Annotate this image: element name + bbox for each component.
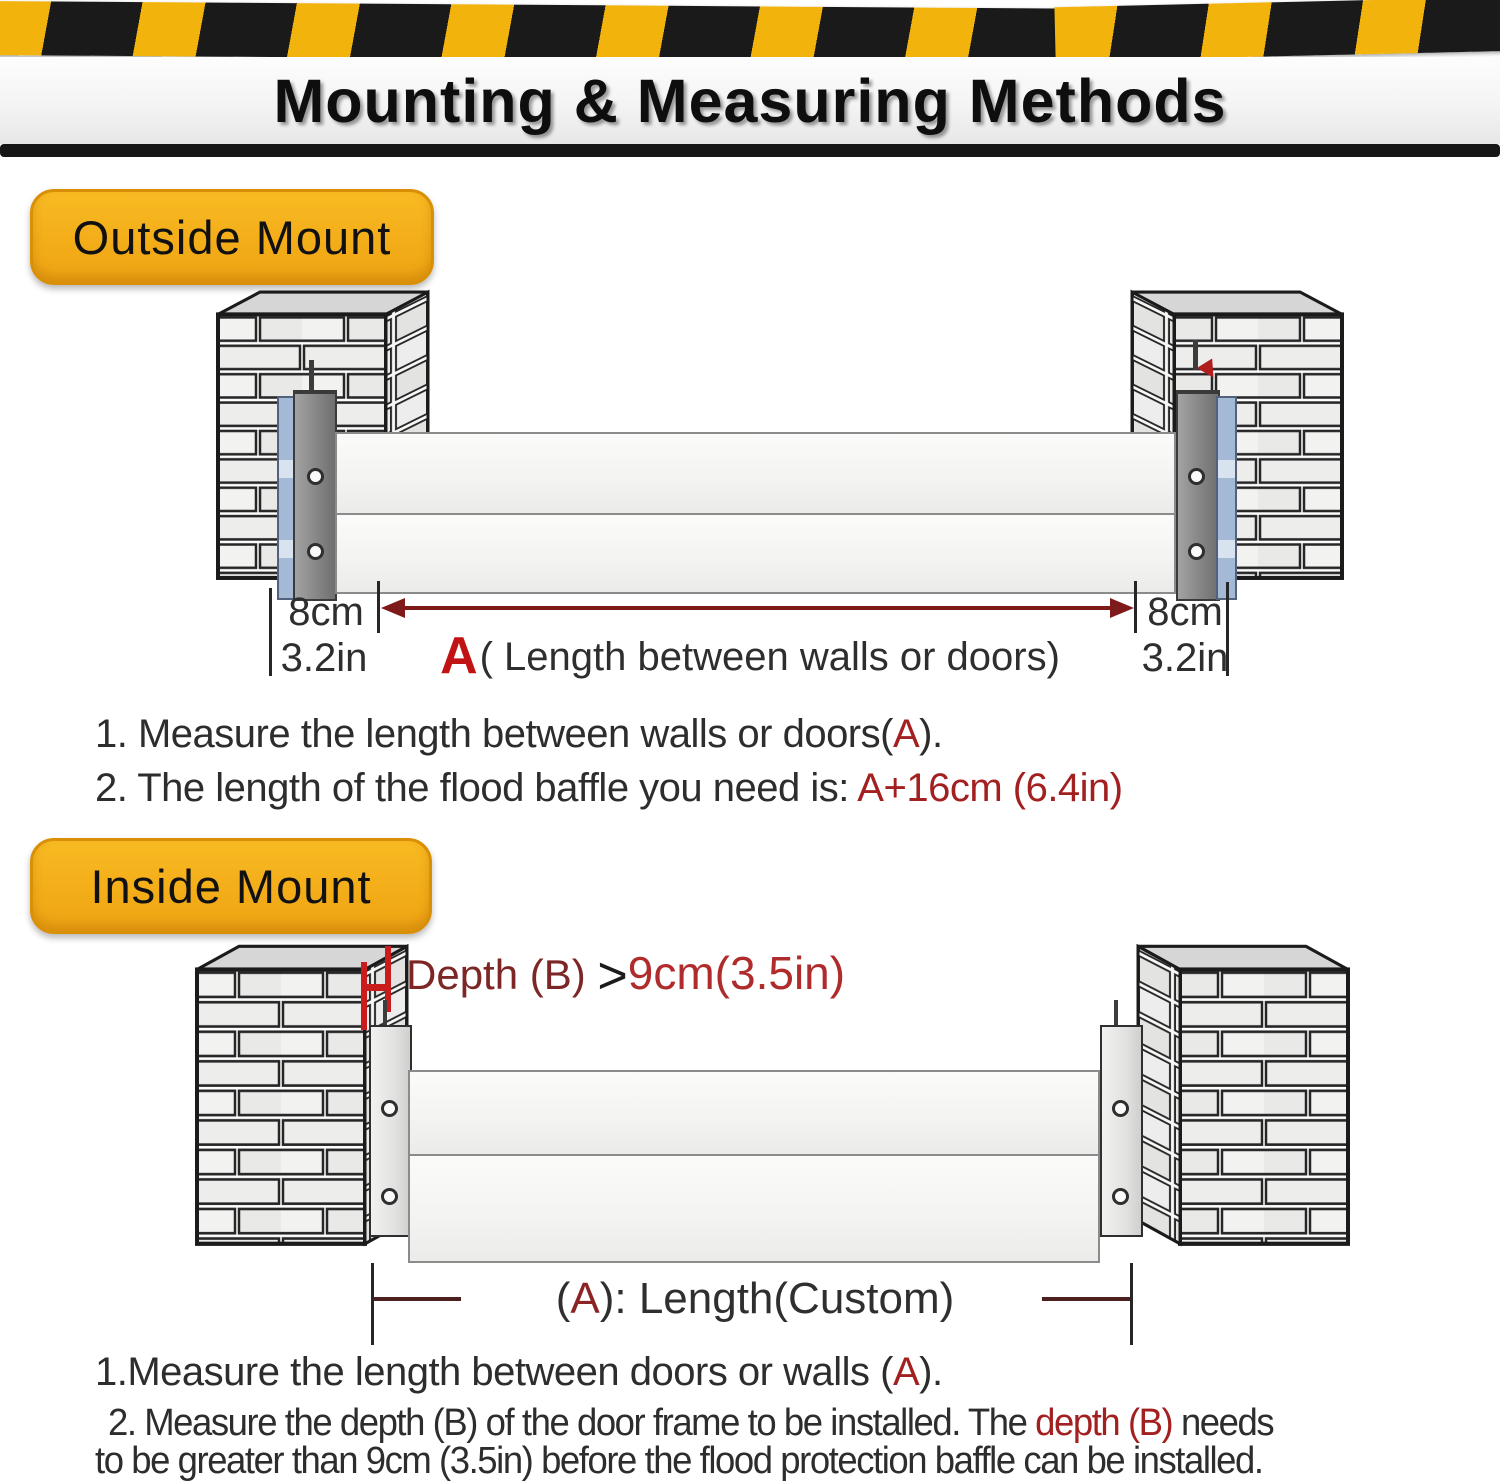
inside-step-1 bbox=[95, 1350, 943, 1395]
inside-step-2-line-2: to be greater than 9cm (3.5in) before the flood protection baffle can be installed. bbox=[95, 1440, 1263, 1482]
barrier-panel-top bbox=[335, 432, 1176, 515]
outside-right-mount-channel bbox=[1176, 390, 1220, 601]
depth-label-text: Depth (B) bbox=[406, 951, 598, 998]
inside-right-screw-hole-bottom bbox=[1112, 1188, 1129, 1205]
depth-marker-left-bar bbox=[361, 962, 367, 1030]
inside-mount-badge bbox=[30, 838, 432, 934]
length-label-letter: A bbox=[570, 1274, 600, 1323]
outside-left-mount-channel bbox=[293, 390, 337, 601]
outside-right-seal-strip bbox=[1216, 396, 1237, 600]
outside-offset-right-cm: 8cm bbox=[1147, 590, 1223, 634]
inside-dim-line-left bbox=[371, 1263, 374, 1345]
inside-dim-line-right bbox=[1130, 1263, 1133, 1345]
outside-mount-badge-label: Outside Mount bbox=[72, 210, 392, 264]
depth-label-value: 9cm(3.5in) bbox=[627, 947, 846, 999]
outside-step-1-text: 1. Measure the length between walls or doors( bbox=[95, 712, 893, 756]
header-divider-bar bbox=[0, 144, 1500, 157]
inside-length-label bbox=[460, 1274, 1050, 1324]
inside-left-screw-hole-bottom bbox=[381, 1188, 398, 1205]
outside-step-1-letter: A bbox=[892, 712, 920, 756]
depth-label-gt: > bbox=[597, 947, 628, 1005]
barrier-panel-bottom bbox=[408, 1155, 1100, 1263]
outside-dim-arrowhead-left bbox=[381, 598, 405, 618]
inside-step-1-end: ). bbox=[919, 1350, 943, 1394]
outside-span-label bbox=[430, 626, 1070, 686]
outside-mount-badge bbox=[30, 189, 434, 285]
outside-right-anchor-mark bbox=[1193, 340, 1198, 370]
inside-dim-dash-right bbox=[1042, 1297, 1130, 1301]
outside-span-letter-a: A bbox=[440, 627, 478, 685]
inside-right-mount-channel bbox=[1100, 1025, 1143, 1237]
outside-right-screw-hole-top bbox=[1188, 468, 1205, 485]
outside-dim-tick-left bbox=[377, 581, 380, 633]
inside-left-rod bbox=[383, 1000, 387, 1027]
inside-left-mount-channel bbox=[369, 1025, 412, 1237]
inside-step-2-end: needs bbox=[1172, 1402, 1274, 1444]
caution-tape-right bbox=[1054, 0, 1500, 61]
title-band bbox=[0, 57, 1500, 144]
outside-offset-right-in: 3.2in bbox=[1141, 636, 1229, 680]
outside-flood-barrier bbox=[335, 432, 1176, 594]
outside-step-2 bbox=[95, 766, 1123, 811]
length-label-paren: ( bbox=[555, 1274, 571, 1323]
barrier-panel-top bbox=[408, 1070, 1100, 1156]
length-label-text: ): Length(Custom) bbox=[599, 1274, 955, 1323]
inside-step-2-text: 2. Measure the depth (B) of the door frame to be installed. The bbox=[108, 1402, 1036, 1444]
inside-dim-dash-left bbox=[373, 1297, 461, 1301]
outside-left-screw-hole-bottom bbox=[307, 543, 324, 560]
outside-step-1-end: ). bbox=[919, 712, 943, 756]
outside-dim-tick-right bbox=[1134, 581, 1137, 633]
inside-flood-barrier bbox=[408, 1070, 1100, 1263]
outside-right-screw-hole-bottom bbox=[1188, 543, 1205, 560]
outside-dim-arrow-line bbox=[398, 606, 1118, 610]
outside-step-2-text: 2. The length of the flood baffle you need is: bbox=[95, 766, 858, 810]
inside-right-screw-hole-top bbox=[1112, 1100, 1129, 1117]
outside-offset-left-in: 3.2in bbox=[280, 636, 368, 680]
outside-offset-left-cm: 8cm bbox=[288, 590, 364, 634]
inside-right-brick-pillar bbox=[1136, 940, 1352, 1248]
barrier-panel-bottom bbox=[335, 514, 1176, 594]
inside-step-1-letter: A bbox=[892, 1350, 920, 1394]
inside-depth-label bbox=[406, 946, 845, 1006]
depth-marker-cross-bar bbox=[361, 984, 391, 991]
caution-tape-left bbox=[0, 1, 1123, 63]
outside-step-2-value: A+16cm (6.4in) bbox=[857, 766, 1123, 810]
outside-step-1 bbox=[95, 712, 943, 757]
inside-left-screw-hole-top bbox=[381, 1100, 398, 1117]
inside-step-2-line-1 bbox=[108, 1402, 1273, 1445]
inside-step-1-text: 1.Measure the length between doors or walls ( bbox=[95, 1350, 893, 1394]
page-title: Mounting & Measuring Methods bbox=[273, 66, 1227, 135]
outside-dim-arrowhead-right bbox=[1110, 598, 1134, 618]
outside-span-text: ( Length between walls or doors) bbox=[479, 635, 1060, 679]
inside-mount-badge-label: Inside Mount bbox=[90, 859, 372, 913]
outside-left-anchor-mark bbox=[309, 360, 314, 392]
outside-left-screw-hole-top bbox=[307, 468, 324, 485]
inside-right-rod bbox=[1114, 1000, 1118, 1027]
inside-step-2-red: depth (B) bbox=[1035, 1402, 1173, 1444]
